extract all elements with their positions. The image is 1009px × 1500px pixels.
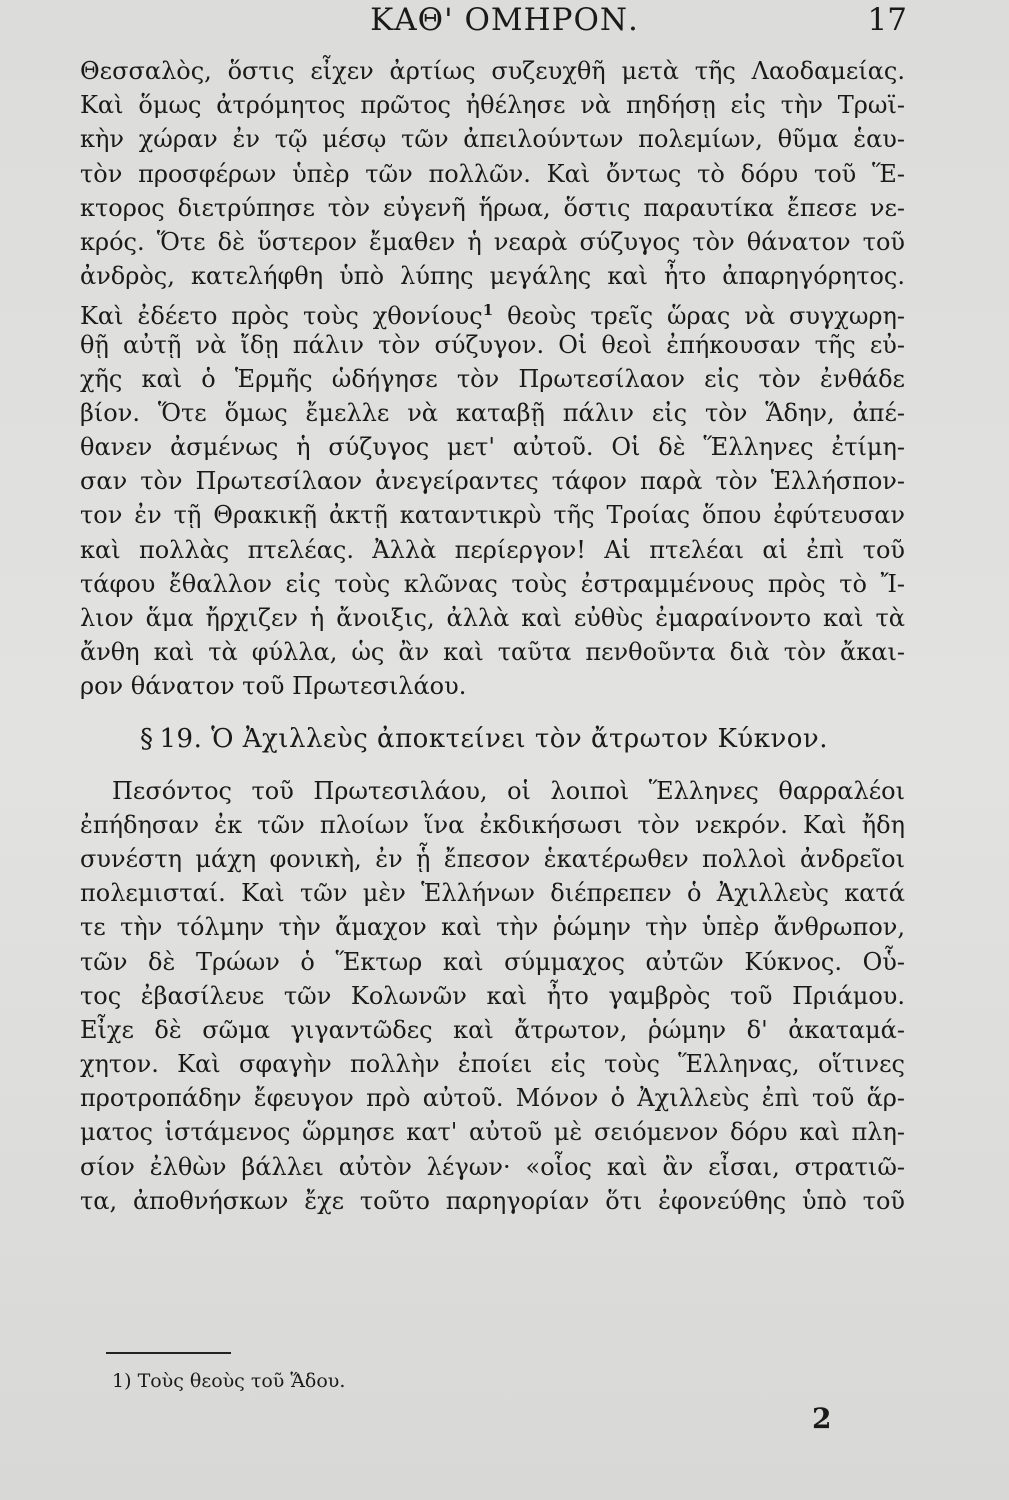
text-line: χῆς καὶ ὁ Ἑρμῆς ὡδήγησε τὸν Πρωτεσίλαον εἰς τὸν ἐνθάδε [80,364,905,393]
footnote-text: Τοὺς θεοὺς τοῦ Ἅδου. [137,1370,346,1392]
paragraph-2 [80,774,905,1218]
running-title: ΚΑΘ' ΟΜΗΡΟΝ. [370,2,639,38]
text-line: χητον. Καὶ σφαγὴν πολλὴν ἐποίει εἰς τοὺς Ἕλληνας, οἵτινες [80,1050,905,1079]
footnote-number: 1) [112,1370,132,1392]
body-text [80,54,905,1218]
section-symbol: § [140,723,154,754]
text-line: συνέστη μάχη φονικὴ, ἐν ᾗ ἔπεσον ἑκατέρωθεν πολλοὶ ἀνδρεῖοι [80,844,905,873]
text-line: ἀνδρὸς, κατελήφθη ὑπὸ λύπης μεγάλης καὶ ἦτο ἀπαρηγόρητος. [80,262,905,291]
running-head [0,0,1009,50]
text-line: Θεσσαλὸς, ὅστις εἶχεν ἀρτίως συζευχθῆ μετὰ τῆς Λαοδαμείας. [80,57,905,85]
text-line: τα, ἀποθνήσκων ἔχε τοῦτο παρηγορίαν ὅτι ἐφονεύθης ὑπὸ τοῦ [80,1186,905,1215]
text-line: πολεμισταί. Καὶ τῶν μὲν Ἑλλήνων διέπρεπεν ὁ Ἀχιλλεὺς κατά [80,879,905,908]
section-title: Ὁ Ἀχιλλεὺς ἀποκτείνει τὸν ἄτρωτον Κύκνον. [211,723,828,754]
text-line: τὸν προσφέρων ὑπὲρ τῶν πολλῶν. Καὶ ὄντως τὸ δόρυ τοῦ Ἕ- [80,159,905,188]
text-line: λιον ἅμα ἤρχιζεν ἡ ἄνοιξις, ἀλλὰ καὶ εὐθὺς ἐμαραίνοντο καὶ τὰ [80,604,905,632]
text-line: τον ἐν τῇ Θρακικῇ ἀκτῇ καταντικρὺ τῆς Τροίας ὅπου ἐφύτευσαν [80,501,905,530]
section-number: 19. [159,723,203,754]
text-span: Καὶ ἐδέετο πρὸς τοὺς χθονίους [80,302,483,331]
text-line [80,293,906,331]
text-line: προτροπάδην ἔφευγον πρὸ αὐτοῦ. Μόνον ὁ Ἀχιλλεὺς ἐπὶ τοῦ ἅρ- [80,1084,905,1113]
text-line: σαν τὸν Πρωτεσίλαον ἀνεγείραντες τάφον παρὰ τὸν Ἑλλήσπον- [80,467,905,496]
text-line: τε τὴν τόλμην τὴν ἄμαχον καὶ τὴν ῥώμην τὴν ὑπὲρ ἄνθρωπον, [80,913,905,942]
signature-mark: 2 [812,1402,832,1435]
text-span: θεοὺς τρεῖς ὥρας νὰ συγχωρη- [507,302,906,331]
text-line: σίον ἐλθὼν βάλλει αὐτὸν λέγων· «οἷος καὶ ἂν εἶσαι, στρατιῶ- [80,1152,905,1181]
text-line: καὶ πολλὰς πτελέας. Ἀλλὰ περίεργον! Αἱ πτελέαι αἱ ἐπὶ τοῦ [80,535,905,564]
text-line: κὴν χώραν ἐν τῷ μέσῳ τῶν ἀπειλούντων πολεμίων, θῦμα ἑαυ- [80,125,905,154]
text-line: ρον θάνατον τοῦ Πρωτεσιλάου. [80,672,467,701]
text-line: ἐπήδησαν ἐκ τῶν πλοίων ἵνα ἐκδικήσωσι τὸν νεκρόν. Καὶ ἤδη [80,810,905,839]
text-line: Καὶ ὅμως ἀτρόμητος πρῶτος ἠθέλησε νὰ πηδήσῃ εἰς τὴν Τρωϊ- [80,91,905,120]
text-line: ἄνθη καὶ τὰ φύλλα, ὡς ἂν καὶ ταῦτα πενθοῦντα διὰ τὸν ἄκαι- [80,638,905,667]
text-line: θανεν ἀσμένως ἡ σύζυγος μετ' αὐτοῦ. Οἱ δὲ Ἕλληνες ἐτίμη- [80,433,905,462]
page-number: 17 [867,2,907,38]
text-line: κτορος διετρύπησε τὸν εὐγενῆ ἥρωα, ὅστις παραυτίκα ἔπεσε νε- [80,193,905,222]
text-line: τάφου ἔθαλλον εἰς τοὺς κλῶνας τοὺς ἐστραμμένους πρὸς τὸ Ἴ- [80,569,905,598]
text-line: θῇ αὐτῇ νὰ ἴδῃ πάλιν τὸν σύζυγον. Οἱ θεοὶ ἐπήκουσαν τῆς εὐ- [80,330,905,359]
text-line: κρός. Ὅτε δὲ ὕστερον ἔμαθεν ἡ νεαρὰ σύζυγος τὸν θάνατον τοῦ [80,227,905,256]
footnote-rule [106,1352,231,1354]
paragraph-1 [80,54,905,704]
text-line: τῶν δὲ Τρώων ὁ Ἕκτωρ καὶ σύμμαχος αὐτῶν Κύκνος. Οὗ- [80,947,905,976]
text-line: Πεσόντος τοῦ Πρωτεσιλάου, οἱ λοιποὶ Ἕλληνες θαρραλέοι [112,776,905,805]
text-line: τος ἐβασίλευε τῶν Κολωνῶν καὶ ἦτο γαμβρὸς τοῦ Πριάμου. [80,981,905,1010]
text-line: βίον. Ὅτε ὅμως ἔμελλε νὰ καταβῇ πάλιν εἰς τὸν Ἅδην, ἀπέ- [80,398,905,427]
section-heading [80,704,905,774]
footnote [112,1370,345,1392]
text-line: Εἶχε δὲ σῶμα γιγαντῶδες καὶ ἄτρωτον, ῥώμην δ' ἀκαταμά- [80,1015,905,1044]
text-line: ματος ἱστάμενος ὥρμησε κατ' αὐτοῦ μὲ σειόμενον δόρυ καὶ πλη- [80,1118,905,1147]
footnote-marker: 1 [482,301,494,320]
